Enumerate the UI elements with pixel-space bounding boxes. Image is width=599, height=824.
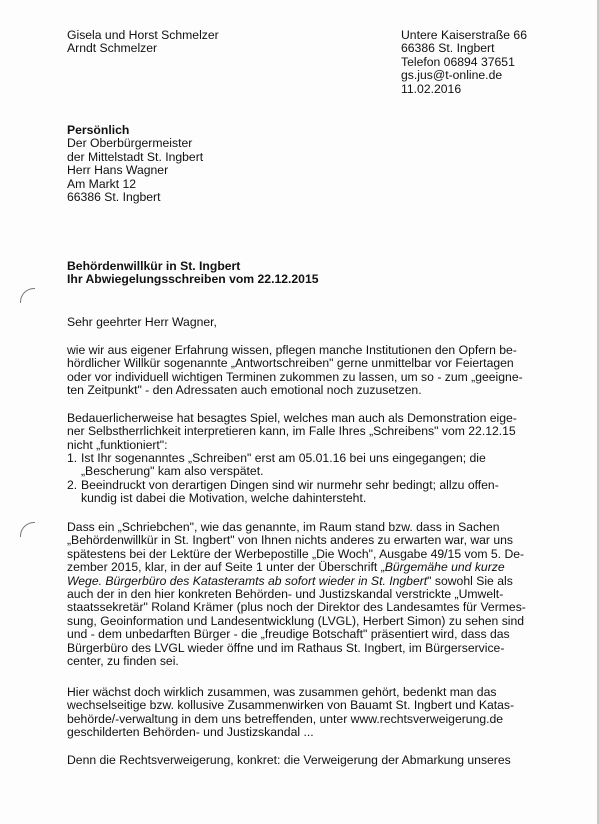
body-line: nicht „funktioniert": — [67, 437, 168, 452]
recipient-label: Persönlich — [67, 123, 130, 137]
body-line: Hier wächst doch wirklich zusammen, was zusammen gehört, bedenkt man das — [67, 685, 497, 699]
body-line: hördlicher Willkür sogenannte „Antwortschreiben" gerne unmittelbar vor Feiertagen — [67, 356, 514, 371]
sender-name: Gisela und Horst Schmelzer — [67, 28, 219, 42]
body-line — [67, 561, 526, 574]
recipient-line: der Mittelstadt St. Ingbert — [67, 149, 204, 164]
list-line: Ist Ihr sogenanntes „Schreiben" erst am 05.01.16 bei uns eingegangen; die — [81, 451, 486, 465]
body-line: ten Zeitpunkt" - den Adressaten auch emotional noch zuzusetzen. — [67, 383, 422, 398]
body-line: staatssekretär" Roland Krämer (plus noch der Direktor des Landesamtes für Vermes- — [67, 600, 526, 615]
sender-names — [67, 29, 219, 56]
quoted-headline: Wege. Bürgerbüro des Katasteramts ab sofort wieder in St. Ingbert — [67, 573, 428, 588]
subject-block — [67, 260, 319, 287]
body-text: zember 2015, klar, in der auf Seite 1 unter der Überschrift „ — [67, 560, 385, 575]
address-email: gs.jus@t-online.de — [401, 68, 503, 83]
list-line: „Bescherung" kam also verspätet. — [81, 464, 264, 479]
body-text: " sowohl Sie als — [427, 573, 513, 588]
body-line: wie wir aus eigener Erfahrung wissen, pflegen manche Institutionen den Opfern be- — [67, 343, 517, 357]
body-line: und - dem unbedarften Bürger - die „freudige Botschaft" präsentiert wird, dass das — [67, 627, 510, 642]
body-line: behörde/-verwaltung in dem uns betreffenden, unter www.rechtsverweigerung.de — [67, 711, 504, 726]
recipient-line: 66386 St. Ingbert — [67, 189, 161, 204]
list-number: 1. — [67, 451, 78, 465]
list-line: kundig ist dabei die Motivation, welche dahintersteht. — [81, 491, 367, 506]
body-line: Bürgerbüro des LVGL wieder öffne und im Rathaus St. Ingbert, im Bürgerservice- — [67, 640, 505, 655]
body-line: center, zu finden sei. — [67, 653, 179, 668]
punch-hole-mark — [20, 522, 35, 537]
paragraph-2 — [67, 412, 517, 452]
subject-line: Ihr Abwiegelungsschreiben vom 22.12.2015 — [67, 272, 319, 287]
address-city: 66386 St. Ingbert — [401, 41, 495, 56]
body-line: wechselseitige bzw. kollusive Zusammenwirken von Bauamt St. Ingbert und Katas- — [67, 698, 515, 713]
recipient-line: Herr Hans Wagner — [67, 163, 169, 178]
list-number: 2. — [67, 478, 78, 492]
letter-date: 11.02.2016 — [401, 81, 462, 96]
paragraph-1 — [67, 344, 523, 398]
recipient-line: Am Markt 12 — [67, 176, 137, 191]
body-line: ner Selbstherrlichkeit interpretieren kann, im Falle Ihres „Schreibens" vom 22.12.15 — [67, 424, 516, 439]
body-line: Dass ein „Schriebchen", wie das genannte, im Raum stand bzw. dass in Sachen — [67, 520, 500, 534]
recipient-line: Der Oberbürgermeister — [67, 136, 193, 151]
paragraph-4 — [67, 686, 514, 740]
list-line: Beeindruckt von derartigen Dingen sind wir nurmehr sehr bedingt; allzu offen- — [81, 478, 499, 492]
body-line: sung, Geoinformation und Landesentwicklung (LVGL), Herbert Simon) zu sehen sind — [67, 613, 525, 628]
address-street: Untere Kaiserstraße 66 — [401, 28, 527, 42]
body-line: auch der in den hier konkreten Behörden- und Justizskandal verstrickte „Umwelt- — [67, 586, 504, 601]
body-line: spätestens bei der Lektüre der Werbepostille „Die Woch", Ausgabe 49/15 vom 5. De- — [67, 546, 525, 561]
paragraph-3 — [67, 521, 526, 668]
sender-name: Arndt Schmelzer — [67, 41, 158, 56]
body-line: „Behördenwillkür in St. Ingbert" von Ihnen nichts anderes zu erwarten war, war uns — [67, 533, 514, 548]
body-line — [67, 575, 526, 588]
punch-hole-mark — [20, 288, 35, 303]
sender-address — [401, 29, 527, 96]
subject-line: Behördenwillkür in St. Ingbert — [67, 259, 241, 273]
paragraph-5: Denn die Rechtsverweigerung, konkret: die Verweigerung der Abmarkung unseres — [67, 753, 511, 767]
body-line: Bedauerlicherweise hat besagtes Spiel, welches man auch als Demonstration eige- — [67, 411, 517, 425]
body-line: geschilderten Behörden- und Justizskandal ... — [67, 725, 314, 740]
address-phone: Telefon 06894 37651 — [401, 54, 515, 69]
body-line: oder vor individuell wichtigen Terminen zukommen zu lassen, um so - zum „geeigne- — [67, 369, 523, 384]
salutation: Sehr geehrter Herr Wagner, — [67, 315, 217, 329]
recipient-block — [67, 124, 203, 204]
quoted-headline: Bürgemähe und kurze — [384, 560, 505, 575]
